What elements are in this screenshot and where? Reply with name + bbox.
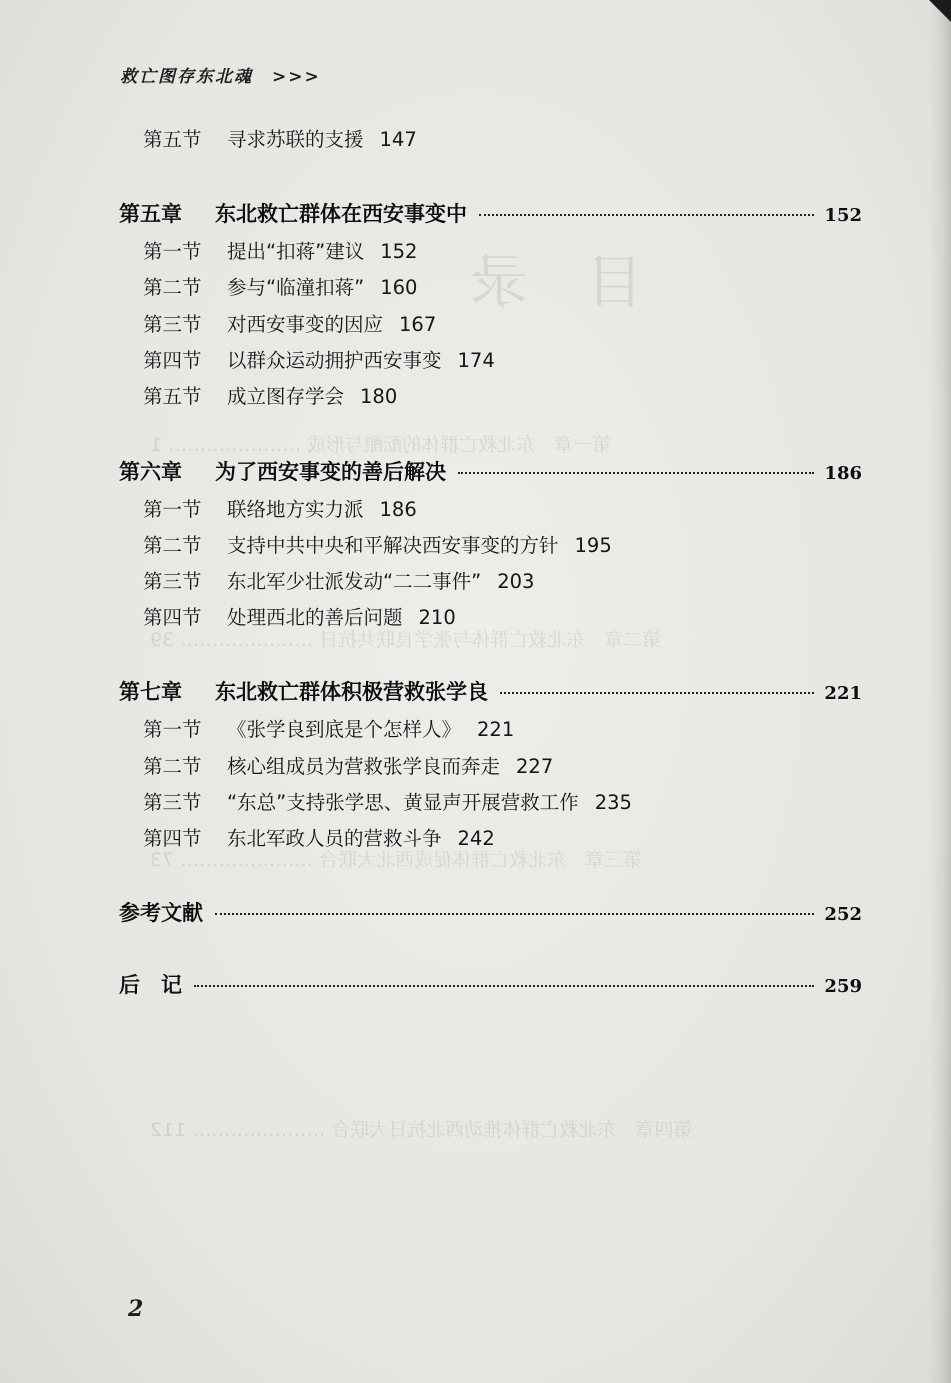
section-title: 参与“临潼扣蒋” [227,276,365,299]
section-title: 核心组成员为营救张学良而奔走 [227,755,501,778]
section-label: 第一节 [143,240,202,263]
toc-section [143,236,417,264]
page-edge-shadow [929,0,951,1383]
toc-section [143,309,436,337]
section-label: 第三节 [143,313,202,336]
dot-leader [479,214,814,216]
section-title: “东总”支持张学思、黄显声开展营救工作 [227,791,579,814]
section-page: 195 [574,534,612,557]
chapter-label: 参考文献 [119,901,203,925]
dot-leader [194,985,814,987]
section-label: 第五节 [143,385,202,408]
section-label: 第二节 [143,276,202,299]
chapter-page: 259 [824,976,862,997]
chapter-page: 221 [824,683,862,704]
toc-section [143,787,632,815]
toc-section [143,124,417,152]
section-label: 第三节 [143,570,202,593]
section-label: 第四节 [143,606,202,629]
chapter-title: 为了西安事变的善后解决 [215,460,446,484]
show-through-decoration: 第一章 东北救亡群体的酝酿与形成 ………………… 1 [150,434,612,456]
section-label: 第四节 [143,827,202,850]
dot-leader [500,692,814,694]
section-title: 东北军少壮派发动“二二事件” [227,570,482,593]
toc-section [143,381,397,409]
section-page: 210 [418,606,456,629]
section-page: 167 [399,313,437,336]
toc-section [143,751,553,779]
running-header: 救亡图存东北魂 >>> [120,67,321,87]
section-label: 第四节 [143,349,202,372]
chapter-label: 第五章 [119,202,182,226]
section-title: 提出“扣蒋”建议 [227,240,365,263]
section-page: 242 [457,827,495,850]
section-page: 160 [380,276,418,299]
section-page: 221 [477,718,515,741]
section-title: 寻求苏联的支援 [227,128,364,151]
toc-section [143,272,417,300]
chapter-page: 252 [824,904,862,925]
toc-section [143,530,612,558]
toc-afterword [119,969,862,999]
section-label: 第二节 [143,534,202,557]
toc-references [119,897,862,927]
page-number: 2 [128,1296,144,1322]
section-page: 203 [497,570,535,593]
chapter-page: 186 [824,463,862,484]
dot-leader [458,472,814,474]
toc-section [143,714,514,742]
section-page: 227 [516,755,554,778]
section-title: 支持中共中央和平解决西安事变的方针 [227,534,559,557]
section-page: 180 [360,385,398,408]
section-title: 成立图存学会 [227,385,345,408]
toc-section [143,602,456,630]
toc-section [143,345,495,373]
chapter-label: 第七章 [119,680,182,704]
chapter-title: 东北救亡群体在西安事变中 [215,202,467,226]
section-label: 第一节 [143,498,202,521]
section-title: 东北军政人员的营救斗争 [227,827,442,850]
toc-section [143,566,534,594]
chapter-title: 东北救亡群体积极营救张学良 [215,680,488,704]
section-title: 对西安事变的因应 [227,313,384,336]
show-through-decoration: 目 录 [470,248,645,316]
show-through-decoration: 第二章 东北救亡群体与张学良联共抗日 ………………… 39 [150,629,662,651]
section-label: 第二节 [143,755,202,778]
chapter-label: 后 记 [119,973,182,997]
section-title: 联络地方实力派 [227,498,364,521]
show-through-decoration: 第四章 东北救亡群体推动西北抗日大联合 ………………… 112 [150,1119,693,1141]
section-label: 第五节 [143,128,202,151]
section-title: 《张学良到底是个怎样人》 [227,718,462,741]
chapter-page: 152 [824,205,862,226]
section-page: 174 [457,349,495,372]
section-page: 235 [594,791,632,814]
section-page: 152 [380,240,418,263]
section-label: 第三节 [143,791,202,814]
section-label: 第一节 [143,718,202,741]
toc-chapter [119,676,862,706]
toc-section [143,494,417,522]
section-page: 186 [379,498,417,521]
dot-leader [215,913,814,915]
chapter-label: 第六章 [119,460,182,484]
section-title: 处理西北的善后问题 [227,606,403,629]
section-title: 以群众运动拥护西安事变 [227,349,442,372]
section-page: 147 [379,128,417,151]
toc-chapter [119,198,862,228]
show-through-decoration: 第三章 东北救亡群体促成西北大联合 ………………… 73 [150,849,643,871]
toc-chapter [119,456,862,486]
toc-section [143,823,495,851]
